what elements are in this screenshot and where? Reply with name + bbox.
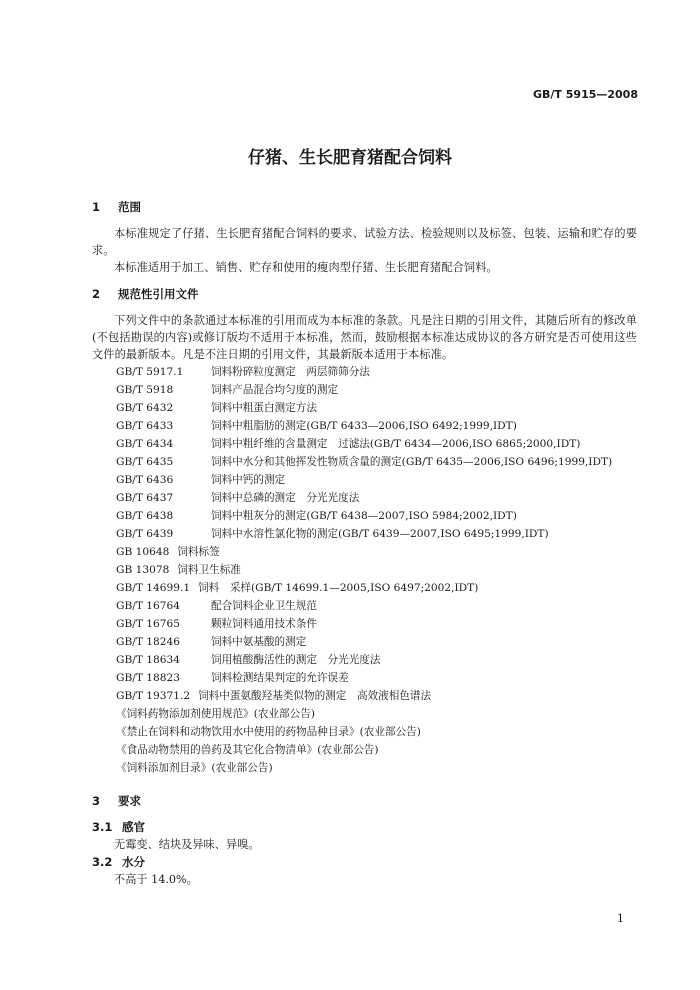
section-number: 1 xyxy=(92,200,101,214)
reference-item xyxy=(116,507,637,525)
reference-title: 饲料标签 xyxy=(177,546,220,558)
reference-code: GB 13078 xyxy=(116,564,170,576)
reference-title: 饲料中水溶性氯化物的测定(GB/T 6439—2007,ISO 6495;1999,IDT) xyxy=(211,528,549,540)
reference-code: GB/T 6438 xyxy=(116,510,174,522)
reference-item xyxy=(116,399,637,417)
section-1-heading xyxy=(92,198,637,216)
reference-title: 饲料中蛋氨酸羟基类似物的测定 高效液相色谱法 xyxy=(198,690,432,702)
announcement-item: 《饲料添加剂目录》(农业部公告) xyxy=(116,762,273,774)
standard-code: GB/T 5915—2008 xyxy=(533,88,638,101)
reference-title: 颗粒饲料通用技术条件 xyxy=(211,618,317,630)
reference-item xyxy=(116,687,637,705)
subsection-3-2-heading xyxy=(92,854,637,871)
reference-item xyxy=(116,417,637,435)
reference-title: 饲料中总磷的测定 分光光度法 xyxy=(211,492,360,504)
reference-item xyxy=(116,543,637,561)
reference-title: 饲料产品混合均匀度的测定 xyxy=(211,384,339,396)
document-title: 仔猪、生长肥育猪配合饲料 xyxy=(248,148,452,168)
moisture-requirement-text: 不高于 14.0%。 xyxy=(114,873,198,886)
reference-code: GB/T 6434 xyxy=(116,438,174,450)
reference-item xyxy=(116,615,637,633)
subsection-title: 水分 xyxy=(122,855,145,869)
references-intro-paragraph: 下列文件中的条款通过本标准的引用而成为本标准的条款。凡是注日期的引用文件，其随后所有的修改单(不包括勘误的内容)或修订版均不适用于本标准，然而，鼓励根据本标准达成协议的各方研究是否可使用这些文件的最新版本。凡是不注日期的引用文件，其最新版本适用于本标准。 xyxy=(92,314,637,361)
reference-title: 饲料中粗灰分的测定(GB/T 6438—2007,ISO 5984;2002,IDT) xyxy=(211,510,517,522)
reference-code: GB/T 6432 xyxy=(116,402,174,414)
reference-item xyxy=(116,471,637,489)
reference-item xyxy=(116,579,637,597)
reference-item xyxy=(116,489,637,507)
reference-code: GB/T 14699.1 xyxy=(116,582,191,594)
reference-title: 饲料中水分和其他挥发性物质含量的测定(GB/T 6435—2006,ISO 6496;1999,IDT) xyxy=(211,456,613,468)
subsection-3-1-heading xyxy=(92,819,637,836)
reference-title: 饲料 采样(GB/T 14699.1—2005,ISO 6497;2002,IDT) xyxy=(198,582,479,594)
reference-item xyxy=(116,453,637,471)
reference-title: 配合饲料企业卫生规范 xyxy=(211,600,317,612)
reference-code: GB/T 18634 xyxy=(116,654,180,666)
reference-code: GB 10648 xyxy=(116,546,170,558)
reference-item xyxy=(116,435,637,453)
announcement-item: 《饲料药物添加剂使用规范》(农业部公告) xyxy=(116,708,315,720)
reference-item xyxy=(116,633,637,651)
subsection-number: 3.1 xyxy=(92,820,113,834)
subsection-title: 感官 xyxy=(122,820,145,834)
reference-title: 饲料中钙的测定 xyxy=(211,474,286,486)
announcement-item: 《食品动物禁用的兽药及其它化合物清单》(农业部公告) xyxy=(116,744,379,756)
section-title: 范围 xyxy=(118,200,141,214)
reference-code: GB/T 19371.2 xyxy=(116,690,191,702)
reference-code: GB/T 6433 xyxy=(116,420,174,432)
reference-item xyxy=(116,363,637,381)
reference-code: GB/T 5917.1 xyxy=(116,366,184,378)
reference-item xyxy=(116,597,637,615)
section-title: 规范性引用文件 xyxy=(118,287,199,301)
reference-code: GB/T 18246 xyxy=(116,636,180,648)
reference-title: 饲料中粗脂肪的测定(GB/T 6433—2006,ISO 6492;1999,IDT) xyxy=(211,420,517,432)
reference-title: 饲用植酸酶活性的测定 分光光度法 xyxy=(211,654,381,666)
reference-title: 饲料中粗纤维的含量测定 过滤法(GB/T 6434—2006,ISO 6865;2000,IDT) xyxy=(211,438,581,450)
subsection-number: 3.2 xyxy=(92,855,113,869)
reference-list xyxy=(92,363,637,777)
reference-item xyxy=(116,525,637,543)
section-2-heading xyxy=(92,285,637,303)
reference-code: GB/T 6437 xyxy=(116,492,174,504)
page-number: 1 xyxy=(617,912,624,925)
reference-code: GB/T 16765 xyxy=(116,618,180,630)
reference-code: GB/T 18823 xyxy=(116,672,180,684)
sensory-requirement-text: 无霉变、结块及异味、异嗅。 xyxy=(114,838,260,851)
reference-code: GB/T 5918 xyxy=(116,384,174,396)
reference-code: GB/T 6436 xyxy=(116,474,174,486)
reference-title: 饲料卫生标准 xyxy=(177,564,241,576)
reference-code: GB/T 16764 xyxy=(116,600,180,612)
reference-code: GB/T 6439 xyxy=(116,528,174,540)
reference-title: 饲料粉碎粒度测定 两层筛筛分法 xyxy=(211,366,370,378)
reference-item xyxy=(116,561,637,579)
scope-paragraph-1: 本标准规定了仔猪、生长肥育猪配合饲料的要求、试验方法、检验规则以及标签、包装、运输和贮存的要求。 xyxy=(92,227,637,257)
section-number: 2 xyxy=(92,287,101,301)
section-number: 3 xyxy=(92,794,101,808)
reference-title: 饲料中粗蛋白测定方法 xyxy=(211,402,317,414)
announcement-item: 《禁止在饲料和动物饮用水中使用的药物品种目录》(农业部公告) xyxy=(116,726,421,738)
section-title: 要求 xyxy=(118,794,141,808)
document-body xyxy=(92,198,637,889)
reference-item xyxy=(116,669,637,687)
reference-item xyxy=(116,651,637,669)
reference-code: GB/T 6435 xyxy=(116,456,174,468)
scope-paragraph-2: 本标准适用于加工、销售、贮存和使用的瘦肉型仔猪、生长肥育猪配合饲料。 xyxy=(114,261,498,274)
reference-title: 饲料中氨基酸的测定 xyxy=(211,636,307,648)
reference-title: 饲料检测结果判定的允许误差 xyxy=(211,672,349,684)
section-3-heading xyxy=(92,792,637,810)
reference-item xyxy=(116,381,637,399)
